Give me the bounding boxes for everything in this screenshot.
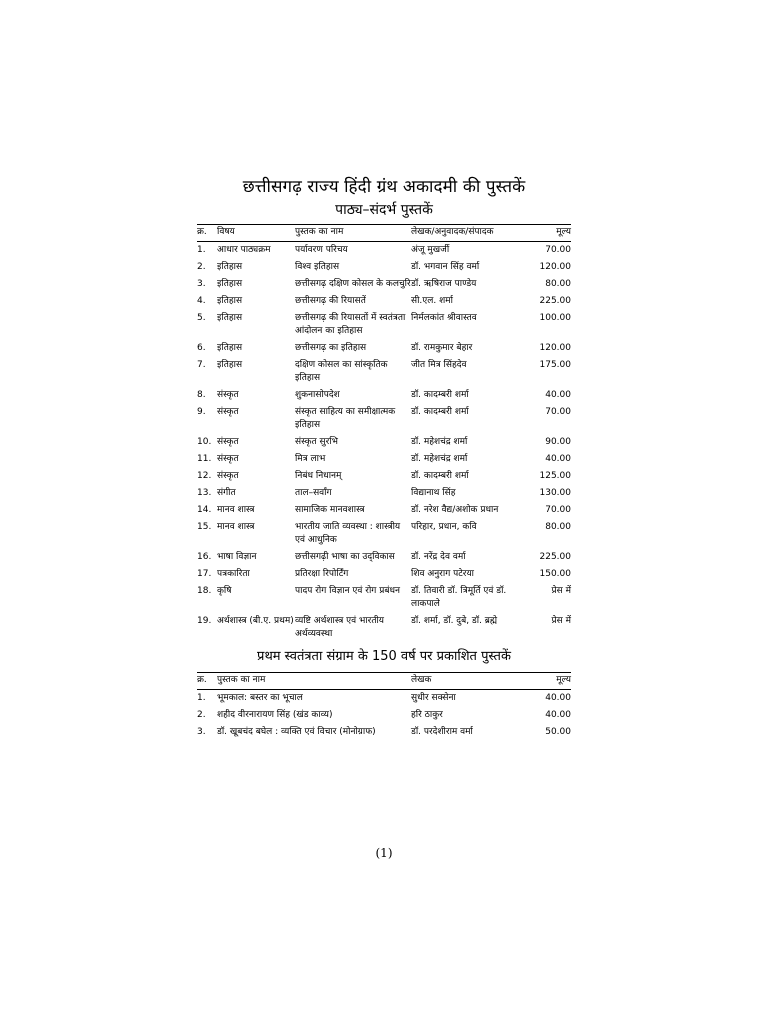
cell-author: डॉ. भगवान सिंह वर्मा — [411, 262, 480, 272]
cell-price: 70.00 — [545, 245, 571, 255]
cell-no: 2. — [197, 710, 206, 720]
cell-price: 70.00 — [545, 407, 571, 417]
cell-subject: अर्थशास्त्र (बी.ए. प्रथम) — [217, 616, 294, 626]
cell-author: सुधीर सक्सेना — [411, 693, 456, 703]
col-header-no: क्र. — [197, 673, 217, 690]
cell-price: 175.00 — [539, 360, 571, 370]
cell-subject: संस्कृत — [217, 407, 239, 417]
cell-author: हरि ठाकुर — [411, 710, 443, 720]
cell-author: डॉ. कादम्बरी शर्मा — [411, 407, 469, 417]
cell-no: 1. — [197, 693, 206, 703]
cell-book: दक्षिण कोसल का सांस्कृतिक इतिहास — [295, 360, 388, 383]
cell-subject: कृषि — [217, 586, 232, 596]
cell-subject: इतिहास — [217, 262, 243, 272]
table-row — [197, 519, 571, 549]
cell-author: शिव अनुराग पटेरया — [411, 569, 475, 579]
cell-price: 125.00 — [539, 471, 571, 481]
cell-price: 120.00 — [539, 262, 571, 272]
table-row — [197, 502, 571, 519]
cell-price: 80.00 — [545, 279, 571, 289]
table-header-row — [197, 225, 571, 242]
page-title: छत्तीसगढ़ राज्य हिंदी ग्रंथ अकादमी की पुस्तकें — [242, 177, 526, 197]
cell-author: डॉ. नरेंद्र देव वर्मा — [411, 552, 466, 562]
cell-price: 50.00 — [545, 727, 571, 737]
cell-price: 130.00 — [539, 488, 571, 498]
cell-price: 70.00 — [545, 505, 571, 515]
col-header-author: लेखक — [411, 673, 539, 690]
cell-subject: इतिहास — [217, 313, 243, 323]
cell-subject: संस्कृत — [217, 437, 239, 447]
cell-subject: इतिहास — [217, 296, 243, 306]
cell-book: ताल–सर्वांग — [295, 488, 332, 498]
cell-no: 5. — [197, 313, 206, 323]
cell-author: जीत मित्र सिंहदेव — [411, 360, 467, 370]
cell-price: 40.00 — [545, 710, 571, 720]
cell-price: प्रेस में — [551, 586, 571, 596]
cell-no: 11. — [197, 454, 212, 464]
table-row — [197, 242, 571, 260]
cell-no: 13. — [197, 488, 212, 498]
cell-author: अंजू मुखर्जी — [411, 245, 450, 255]
cell-no: 10. — [197, 437, 212, 447]
textbook-table — [197, 224, 571, 643]
cell-author: डॉ. कादम्बरी शर्मा — [411, 390, 469, 400]
cell-subject: इतिहास — [217, 360, 243, 370]
table-row — [197, 485, 571, 502]
cell-subject: इतिहास — [217, 279, 243, 289]
cell-price: 40.00 — [545, 454, 571, 464]
cell-author: सी.एल. शर्मा — [411, 296, 453, 306]
cell-author: निर्मलकांत श्रीवास्तव — [411, 313, 477, 323]
cell-price: 100.00 — [539, 313, 571, 323]
cell-subject: पत्रकारिता — [217, 569, 250, 579]
cell-no: 15. — [197, 522, 212, 532]
table-row — [197, 434, 571, 451]
cell-price: 40.00 — [545, 693, 571, 703]
col-header-no: क्र. — [197, 225, 217, 242]
cell-no: 2. — [197, 262, 206, 272]
table-row — [197, 724, 571, 741]
table-row — [197, 583, 571, 613]
cell-subject: संस्कृत — [217, 454, 239, 464]
cell-book: सामाजिक मानवशास्त्र — [295, 505, 365, 515]
cell-no: 14. — [197, 505, 212, 515]
cell-price: 40.00 — [545, 390, 571, 400]
cell-book: शुकनासोपदेश — [295, 390, 340, 400]
table-header-row — [197, 673, 571, 690]
cell-no: 17. — [197, 569, 212, 579]
col-header-price: मूल्य — [529, 225, 571, 242]
cell-no: 19. — [197, 616, 212, 626]
col-header-book: पुस्तक का नाम — [295, 225, 411, 242]
cell-author: डॉ. महेशचंद्र शर्मा — [411, 437, 468, 447]
cell-book: व्यष्टि अर्थशास्त्र एवं भारतीय अर्थव्यवस्था — [295, 616, 385, 639]
cell-author: डॉ. तिवारी डॉ. त्रिमूर्ति एवं डॉ. लाकपाले — [411, 586, 507, 609]
cell-no: 1. — [197, 245, 206, 255]
section1-heading: पाठ्य–संदर्भ पुस्तकें — [335, 202, 433, 218]
cell-book: भूमकाल: बस्तर का भूचाल — [217, 693, 303, 703]
table-row — [197, 549, 571, 566]
cell-price: 80.00 — [545, 522, 571, 532]
cell-subject: इतिहास — [217, 343, 243, 353]
cell-author: डॉ. कादम्बरी शर्मा — [411, 471, 469, 481]
cell-no: 12. — [197, 471, 212, 481]
cell-author: डॉ. महेशचंद्र शर्मा — [411, 454, 468, 464]
cell-no: 18. — [197, 586, 212, 596]
table-row — [197, 259, 571, 276]
cell-book: पर्यावरण परिचय — [295, 245, 348, 255]
table-row — [197, 404, 571, 434]
cell-author: डॉ. रामकुमार बेहार — [411, 343, 473, 353]
cell-author: विद्यानाथ सिंह — [411, 488, 456, 498]
col-header-subject: विषय — [217, 225, 295, 242]
cell-author: डॉ. परदेशीराम वर्मा — [411, 727, 473, 737]
cell-no: 8. — [197, 390, 206, 400]
cell-book: पादप रोग विज्ञान एवं रोग प्रबंधन — [295, 586, 400, 596]
table-row — [197, 707, 571, 724]
cell-no: 3. — [197, 279, 206, 289]
cell-price: 90.00 — [545, 437, 571, 447]
cell-author: डॉ. शर्मा, डॉ. दुबे, डॉ. ब्रह्मे — [411, 616, 498, 626]
cell-book: संस्कृत साहित्य का समीक्षात्मक इतिहास — [295, 407, 396, 430]
cell-book: विश्व इतिहास — [295, 262, 340, 272]
cell-author: डॉ. ऋषिराज पाण्डेय — [411, 279, 477, 289]
cell-no: 9. — [197, 407, 206, 417]
col-header-author: लेखक/अनुवादक/संपादक — [411, 225, 529, 242]
table-row — [197, 276, 571, 293]
catalog-page — [197, 175, 571, 741]
cell-author: परिहार, प्रधान, कवि — [411, 522, 477, 532]
cell-book: डॉ. खूबचंद बघेल : व्यक्ति एवं विचार (मोनोग्राफ) — [217, 727, 376, 737]
table-row — [197, 566, 571, 583]
table-row — [197, 340, 571, 357]
page-number: (1) — [375, 846, 393, 860]
cell-book: छत्तीसगढ़ दक्षिण कोसल के कलचुरि — [295, 279, 411, 289]
freedom-struggle-table — [197, 672, 571, 741]
table-row — [197, 468, 571, 485]
cell-no: 16. — [197, 552, 212, 562]
table-row — [197, 310, 571, 340]
cell-price: 120.00 — [539, 343, 571, 353]
cell-book: मित्र लाभ — [295, 454, 326, 464]
cell-book: छत्तीसगढ़ की रियासतों में स्वतंत्रता आंदोलन का इतिहास — [295, 313, 406, 336]
cell-no: 3. — [197, 727, 206, 737]
cell-book: भारतीय जाति व्यवस्था : शास्त्रीय एवं आधुनिक — [295, 522, 401, 545]
cell-price: 150.00 — [539, 569, 571, 579]
section2-heading: प्रथम स्वतंत्रता संग्राम के 150 वर्ष पर प्रकाशित पुस्तकें — [257, 649, 511, 664]
cell-subject: मानव शास्त्र — [217, 505, 255, 515]
cell-no: 6. — [197, 343, 206, 353]
cell-author: डॉ. नरेश वैद्य/अशोक प्रधान — [411, 505, 499, 515]
cell-no: 4. — [197, 296, 206, 306]
cell-subject: संगीत — [217, 488, 236, 498]
cell-book: छत्तीसगढ़ का इतिहास — [295, 343, 367, 353]
col-header-price: मूल्य — [539, 673, 571, 690]
table-row — [197, 357, 571, 387]
col-header-book: पुस्तक का नाम — [217, 673, 411, 690]
cell-price: 225.00 — [539, 552, 571, 562]
cell-price: प्रेस में — [551, 616, 571, 626]
cell-subject: संस्कृत — [217, 471, 239, 481]
cell-subject: भाषा विज्ञान — [217, 552, 257, 562]
cell-book: छत्तीसगढ़ की रियासतें — [295, 296, 366, 306]
cell-price: 225.00 — [539, 296, 571, 306]
cell-subject: मानव शास्त्र — [217, 522, 255, 532]
section2 — [197, 646, 571, 741]
cell-book: संस्कृत सुरभि — [295, 437, 338, 447]
cell-book: निबंध निधानम् — [295, 471, 342, 481]
cell-no: 7. — [197, 360, 206, 370]
table-row — [197, 613, 571, 643]
cell-book: छत्तीसगढ़ी भाषा का उद्‌विकास — [295, 552, 395, 562]
table-row — [197, 451, 571, 468]
cell-subject: आधार पाठ्यक्रम — [217, 245, 271, 255]
cell-book: शहीद वीरनारायण सिंह (खंड काव्य) — [217, 710, 333, 720]
table-row — [197, 387, 571, 404]
cell-subject: संस्कृत — [217, 390, 239, 400]
table-row — [197, 690, 571, 708]
table-row — [197, 293, 571, 310]
cell-book: प्रतिरक्षा रिपोर्टिंग — [295, 569, 349, 579]
